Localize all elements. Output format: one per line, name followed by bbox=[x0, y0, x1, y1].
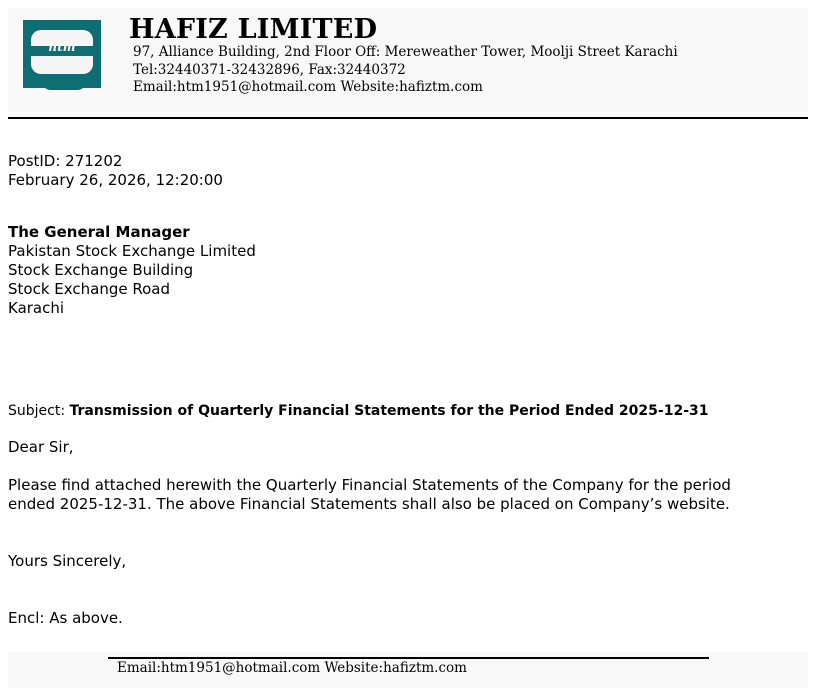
body-paragraph-line: Please find attached herewith the Quarterly Financial Statements of the Company for the period bbox=[8, 476, 731, 494]
closing: Yours Sincerely, bbox=[8, 552, 127, 570]
subject-line bbox=[8, 403, 708, 419]
letterhead bbox=[8, 8, 808, 112]
logo-script-mark bbox=[41, 76, 87, 90]
body-paragraph-line: ended 2025-12-31. The above Financial Statements shall also be placed on Company’s website. bbox=[8, 495, 730, 513]
company-phone-fax: Tel:32440371-32432896, Fax:32440372 bbox=[133, 62, 406, 78]
logo-text: htm bbox=[48, 40, 76, 54]
recipient-line: Pakistan Stock Exchange Limited bbox=[8, 242, 256, 260]
recipient-line: Stock Exchange Road bbox=[8, 280, 170, 298]
recipient-title: The General Manager bbox=[8, 223, 190, 241]
subject-label: Subject: bbox=[8, 403, 66, 419]
footer-email-website: Email:htm1951@hotmail.com Website:hafiztm.com bbox=[117, 660, 467, 676]
header-divider bbox=[8, 117, 808, 119]
enclosure: Encl: As above. bbox=[8, 609, 123, 627]
salutation: Dear Sir, bbox=[8, 438, 74, 456]
company-logo bbox=[23, 20, 101, 88]
recipient-line: Karachi bbox=[8, 299, 65, 317]
recipient-line: Stock Exchange Building bbox=[8, 261, 194, 279]
company-name: HAFIZ LIMITED bbox=[129, 14, 378, 45]
company-email-website: Email:htm1951@hotmail.com Website:hafiztm.com bbox=[133, 79, 483, 95]
company-address: 97, Alliance Building, 2nd Floor Off: Mereweather Tower, Moolji Street Karachi bbox=[133, 44, 678, 60]
subject-title: Transmission of Quarterly Financial Statements for the Period Ended 2025-12-31 bbox=[69, 403, 709, 419]
footer-divider bbox=[108, 657, 709, 659]
post-datetime: February 26, 2026, 12:20:00 bbox=[8, 171, 223, 189]
post-id: PostID: 271202 bbox=[8, 152, 123, 170]
